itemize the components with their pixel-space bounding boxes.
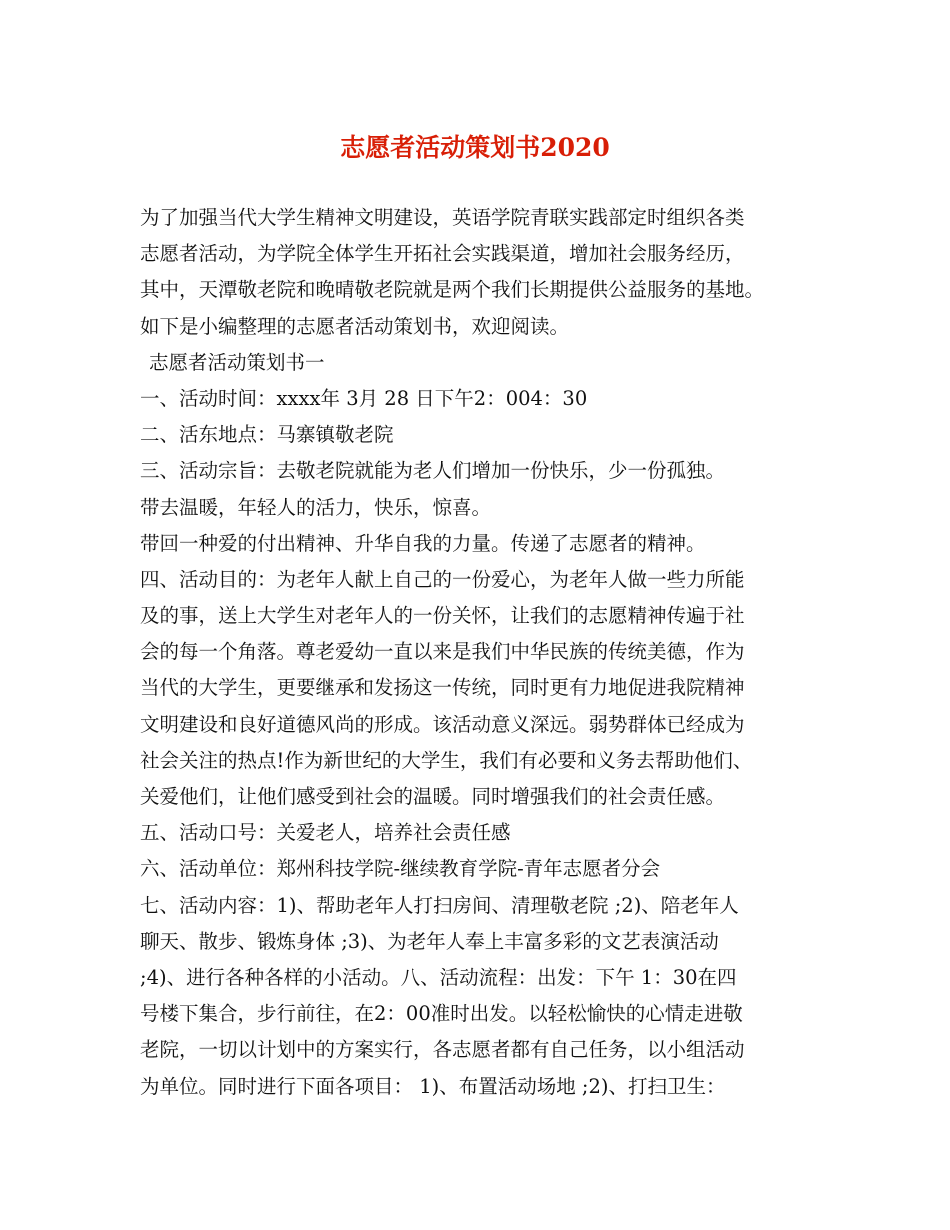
paragraph-line: 三、活动宗旨：去敬老院就能为老人们增加一份快乐，少一份孤独。 — [140, 459, 726, 483]
paragraph-line: 关爱他们，让他们感受到社会的温暖。同时增强我们的社会责任感。 — [140, 785, 726, 808]
paragraph-line: 为了加强当代大学生精神文明建设，英语学院青联实践部定时组织各类 — [140, 206, 745, 229]
paragraph-line: 志愿者活动，为学院全体学生开拓社会实践渠道，增加社会服务经历， — [140, 242, 745, 266]
paragraph-line: 如下是小编整理的志愿者活动策划书，欢迎阅读。 — [140, 314, 570, 338]
document-title: 志愿者活动策划书2020 — [340, 133, 610, 162]
paragraph-line: ;4)、进行各种各样的小活动。八、活动流程：出发：下午 1：30在四 — [140, 965, 737, 989]
paragraph-line: 当代的大学生，更要继承和发扬这一传统，同时更有力地促进我院精神 — [140, 676, 745, 700]
paragraph-line: 六、活动单位：郑州科技学院-继续教育学院-青年志愿者分会 — [140, 857, 661, 881]
paragraph-line: 会的每一个角落。尊老爱幼一直以来是我们中华民族的传统美德，作为 — [140, 640, 745, 664]
paragraph-line: 及的事，送上大学生对老年人的一份关怀，让我们的志愿精神传遍于社 — [140, 604, 745, 628]
document-body — [140, 200, 830, 1105]
paragraph-line: 带去温暖，年轻人的活力，快乐，惊喜。 — [140, 495, 492, 519]
paragraph-line: 聊天、散步、锻炼身体 ;3)、为老年人奉上丰富多彩的文艺表演活动 — [140, 929, 719, 953]
paragraph-line: 其中，天潭敬老院和晚晴敬老院就是两个我们长期提供公益服务的基地。 — [140, 278, 765, 302]
paragraph-line: 带回一种爱的付出精神、升华自我的力量。传递了志愿者的精神。 — [140, 531, 706, 555]
paragraph-line: 号楼下集合，步行前往，在2：00准时出发。以轻松愉快的心情走进敬 — [140, 1002, 743, 1026]
paragraph-line: 四、活动目的：为老年人献上自己的一份爱心，为老年人做一些力所能 — [140, 567, 745, 591]
paragraph-line: 老院，一切以计划中的方案实行，各志愿者都有自己任务，以小组活动 — [140, 1038, 745, 1062]
section-heading: 志愿者活动策划书一 — [149, 350, 325, 374]
paragraph-line: 文明建设和良好道德风尚的形成。该活动意义深远。弱势群体已经成为 — [140, 712, 745, 736]
paragraph-line: 一、活动时间：xxxx年 3月 28 日下午2：004：30 — [140, 386, 588, 410]
paragraph-line: 社会关注的热点!作为新世纪的大学生，我们有必要和义务去帮助他们、 — [140, 748, 753, 772]
paragraph-line: 二、活东地点：马寨镇敬老院 — [140, 423, 394, 447]
paragraph-line: 七、活动内容：1)、帮助老年人打扫房间、清理敬老院 ;2)、陪老年人 — [140, 893, 739, 917]
paragraph-line: 五、活动口号：关爱老人，培养社会责任感 — [140, 821, 511, 845]
paragraph-line: 为单位。同时进行下面各项目： 1)、布置活动场地 ;2)、打扫卫生： — [140, 1074, 726, 1098]
